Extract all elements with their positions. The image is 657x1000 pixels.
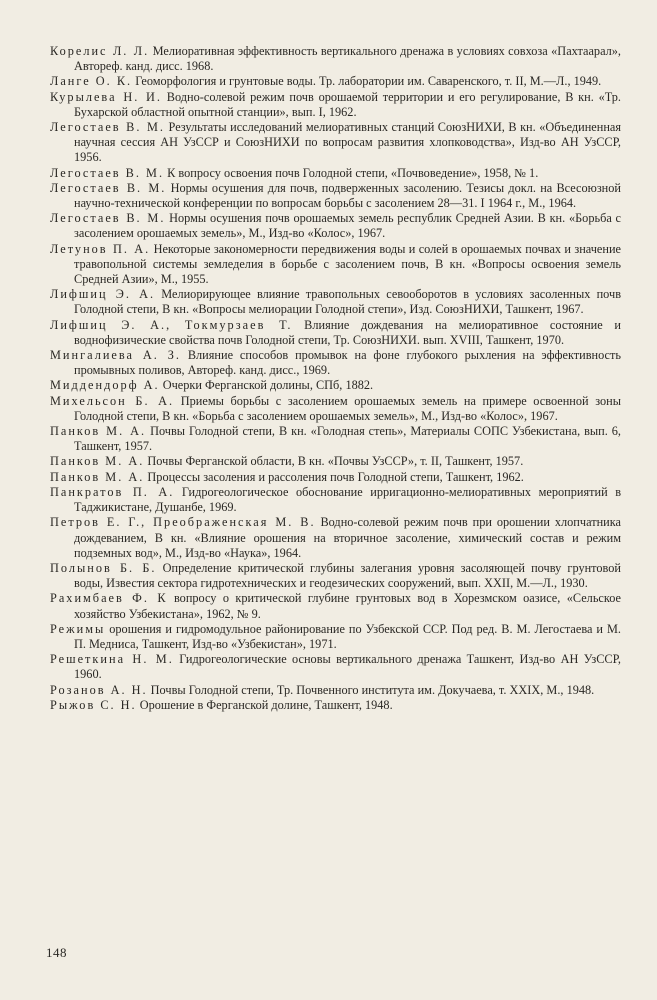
entry-text: орошения и гидромодульное районирование по Узбекской ССР. Под ред. В. М. Легостаева и М. П. Медниса, Ташкент, Изд-во «Узбекистан», 1971. xyxy=(74,621,621,651)
bibliography-entry xyxy=(50,591,621,621)
entry-author: Панков М. А. xyxy=(50,469,145,484)
bibliography-entry xyxy=(50,318,621,348)
page-number: 148 xyxy=(46,945,67,960)
bibliography-entry xyxy=(50,394,621,424)
entry-text: Мелиоративная эффективность вертикального дренажа в условиях совхоза «Пахтаарал», Автореф. канд. дисс. 1968. xyxy=(74,44,622,74)
bibliography-entry xyxy=(50,90,621,120)
entry-author: Лифшиц Э. А., Токмурзаев Т. xyxy=(50,317,293,332)
entry-text: Приемы борьбы с засолением орошаемых земель на примере освоенной зоны Голодной степи, В кн. «Борьба с засолением орошаемых земель», М., Изд-во «Колос», 1967. xyxy=(74,393,622,423)
bibliography-entry xyxy=(50,211,621,241)
bibliography-entry xyxy=(50,287,621,317)
bibliography-entry xyxy=(50,348,621,378)
entry-author: Курылева Н. И. xyxy=(50,89,163,104)
entry-author: Панков М. А. xyxy=(50,454,145,469)
entry-author: Мингалиева А. З. xyxy=(50,348,181,363)
bibliography-entry xyxy=(50,181,621,211)
entry-author: Панкратов П. А. xyxy=(50,484,175,499)
entry-author: Лифшиц Э. А. xyxy=(50,287,156,302)
entry-text: Нормы осушения для почв, подверженных засолению. Тезисы докл. на Всесоюзной научно-технической конференции по вопросам борьбы с засолением 28—31. I 1964 г., М., 1964. xyxy=(74,180,621,211)
entry-author: Петров Е. Г., Преображенская М. В. xyxy=(50,515,316,530)
entry-author: Легостаев В. М. xyxy=(50,180,167,195)
entry-text: Мелиорирующее влияние травопольных севооборотов в условиях засоленных почв Голодной степи, В кн. «Вопросы мелиорации Голодной степи», Изд. СоюзНИХИ, Ташкент, 1967. xyxy=(74,287,621,317)
entry-text: Водно-солевой режим почв при орошении хлопчатника дождеванием, В кн. «Влияние орошения на вторичное засоление, химический состав и режим подземных вод», М., Изд-во «Наука», 1964. xyxy=(74,515,621,560)
bibliography-entry xyxy=(50,622,621,652)
bibliography-entry xyxy=(50,166,621,181)
bibliography-entry xyxy=(50,454,621,469)
entry-text: Гидрогеологические основы вертикального дренажа Ташкент, Изд-во АН УзССР, 1960. xyxy=(74,652,622,682)
entry-text: Нормы осушения почв орошаемых земель республик Средней Азии. В кн. «Борьба с засолением орошаемых земель», М., Изд-во «Колос», 1967. xyxy=(74,211,621,241)
entry-text: Орошение в Ферганской долине, Ташкент, 1948. xyxy=(139,697,393,712)
entry-author: Панков М. А. xyxy=(50,424,147,439)
bibliography-entry xyxy=(50,242,621,288)
entry-text: Определение критической глубины залегания уровня засоляющей почву грунтовой воды, Известия сектора гидротехнических и геодезических сооружений, вып. XXII, М.—Л., 1930. xyxy=(74,560,621,591)
entry-text: Результаты исследований мелиоративных станций СоюзНИХИ, В кн. «Объединенная научная сессия АН УзССР и СоюзНИХИ по вопросам развития хлопководства», Изд-во АН УзССР, 1956. xyxy=(74,120,622,165)
entry-author: Рахимбаев Ф. К xyxy=(50,591,168,606)
bibliography-entry xyxy=(50,470,621,485)
entry-author: Решеткина Н. М. xyxy=(50,652,174,667)
entry-author: Рыжов С. Н. xyxy=(50,697,137,712)
bibliography-entry xyxy=(50,424,621,454)
entry-author: Легостаев В. М. xyxy=(50,120,165,135)
entry-text: Очерки Ферганской долины, СПб, 1882. xyxy=(162,378,374,393)
entry-text: К вопросу освоения почв Голодной степи, «Почвоведение», 1958, № 1. xyxy=(167,165,539,180)
entry-text: Влияние дождевания на мелиоративное состояние и воднофизические свойства почв Голодной степи, Тр. СоюзНИХИ. вып. XVIII, Ташкент, 1970. xyxy=(74,317,621,347)
bibliography-entry xyxy=(50,698,621,713)
entry-text: Почвы Голодной степи, В кн. «Голодная степь», Материалы СОПС Узбекистана, вып. 6, Ташкент, 1957. xyxy=(74,424,622,454)
entry-text: Почвы Ферганской области, В кн. «Почвы УзССР», т. II, Ташкент, 1957. xyxy=(147,454,524,469)
bibliography-entry xyxy=(50,683,621,698)
entry-text: Некоторые закономерности передвижения воды и солей в орошаемых почвах и значение травопольной системы земледелия в борьбе с засолением почв, В кн. «Вопросы освоения земель Средней Азии», М., 1955. xyxy=(74,241,621,287)
bibliography-entry xyxy=(50,561,621,591)
bibliography-entry xyxy=(50,74,621,89)
entry-author: Полынов Б. Б. xyxy=(50,560,157,575)
entry-text: Гидрогеологическое обоснование ирригационно-мелиоративных мероприятий в Таджикистане, Душанбе, 1969. xyxy=(74,484,621,515)
entry-author: Розанов А. Н. xyxy=(50,682,148,697)
bibliography-entry xyxy=(50,120,621,166)
entry-author: Миддендорф А. xyxy=(50,378,160,393)
entry-author: Легостаев В. М. xyxy=(50,211,166,226)
entry-text: Водно-солевой режим почв орошаемой территории и его регулирование, В кн. «Тр. Бухарской областной опытной станции», вып. I, 1962. xyxy=(74,89,621,119)
entry-text: Влияние способов промывок на фоне глубокого рыхления на эффективность промывных поливов, Автореф. канд. дисс., 1969. xyxy=(74,348,622,378)
bibliography-entry xyxy=(50,44,621,74)
entry-author: Михельсон Б. А. xyxy=(50,393,175,408)
entry-text: Процессы засоления и рассоления почв Голодной степи, Ташкент, 1962. xyxy=(147,469,524,484)
entry-text: Геоморфология и грунтовые воды. Тр. лаборатории им. Саваренского, т. II, М.—Л., 1949. xyxy=(135,74,602,89)
bibliography-entry xyxy=(50,652,621,682)
entry-text: вопросу о критической глубине грунтовых вод в Хорезмском оазисе, «Сельское хозяйство Узбекистана», 1962, № 9. xyxy=(74,591,621,621)
entry-author: Ланге О. К. xyxy=(50,74,133,89)
entry-text: Почвы Голодной степи, Тр. Почвенного института им. Докучаева, т. XXIX, М., 1948. xyxy=(150,682,595,697)
entry-author: Режимы xyxy=(50,621,106,636)
entry-author: Легостаев В. М. xyxy=(50,165,165,180)
bibliography-entry xyxy=(50,378,621,393)
bibliography-entry xyxy=(50,515,621,561)
entry-author: Корелис Л. Л. xyxy=(50,44,150,58)
bibliography-entry xyxy=(50,485,621,515)
bibliography-list xyxy=(50,44,621,713)
entry-author: Летунов П. А. xyxy=(50,241,151,256)
